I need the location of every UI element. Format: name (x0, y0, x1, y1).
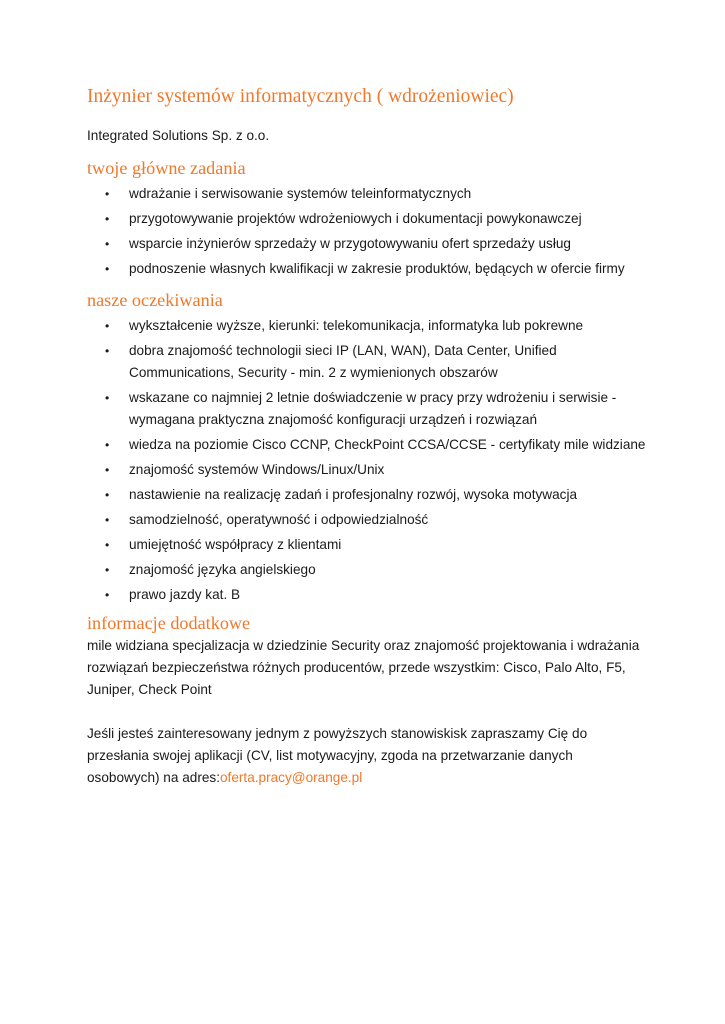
list-item-text: wdrażanie i serwisowanie systemów teleinformatycznych (129, 186, 472, 201)
bullet-icon: • (105, 237, 110, 251)
list-item (87, 559, 647, 581)
additional-info-text: mile widziana specjalizacja w dziedzinie Security oraz znajomość projektowania i wdrażania rozwiązań bezpieczeństwa różnych producentów, przede wszystkim: Cisco, Palo Alto, F5, Juniper, Check Point (87, 638, 640, 697)
list-item (87, 459, 647, 481)
list-item (87, 233, 647, 255)
tasks-list (87, 183, 647, 280)
bullet-icon: • (105, 463, 110, 477)
expectations-list (87, 315, 647, 606)
document-content (87, 84, 647, 789)
list-item-text: prawo jazdy kat. B (129, 587, 241, 602)
list-item-text: wsparcie inżynierów sprzedaży w przygotowywaniu ofert sprzedaży usług (129, 236, 571, 251)
list-item (87, 434, 647, 456)
list-item-text: samodzielność, operatywność i odpowiedzialność (129, 512, 429, 527)
bullet-icon: • (105, 588, 110, 602)
list-item (87, 315, 647, 337)
list-item (87, 534, 647, 556)
list-item (87, 387, 647, 431)
list-item-text: przygotowywanie projektów wdrożeniowych i dokumentacji powykonawczej (129, 211, 582, 226)
list-item-text: znajomość systemów Windows/Linux/Unix (129, 462, 385, 477)
bullet-icon: • (105, 319, 110, 333)
expectations-heading: nasze oczekiwania (87, 290, 223, 310)
list-item (87, 584, 647, 606)
bullet-icon: • (105, 513, 110, 527)
tasks-heading: twoje główne zadania (87, 158, 246, 178)
list-item-text: dobra znajomość technologii sieci IP (LAN, WAN), Data Center, Unified Communications, Security - min. 2 z wymienionych obszarów (129, 343, 557, 380)
bullet-icon: • (105, 538, 110, 552)
bullet-icon: • (105, 344, 110, 358)
list-item-text: umiejętność współpracy z klientami (129, 537, 342, 552)
bullet-icon: • (105, 262, 110, 276)
list-item (87, 484, 647, 506)
list-item-text: wskazane co najmniej 2 letnie doświadczenie w pracy przy wdrożeniu i serwisie - wymagana praktyczna znajomość konfiguracji urządzeń i rozwiązań (129, 390, 617, 427)
closing-text: Jeśli jesteś zainteresowany jednym z powyższych stanowiskisk zapraszamy Cię do przesłania swojej aplikacji (CV, list motywacyjny, zgoda na przetwarzanie danych osobowych) na adres: (87, 726, 588, 785)
bullet-icon: • (105, 488, 110, 502)
list-item (87, 509, 647, 531)
list-item (87, 183, 647, 205)
email-link[interactable]: oferta.pracy@orange.pl (220, 770, 363, 785)
additional-info-heading: informacje dodatkowe (87, 613, 251, 633)
list-item (87, 208, 647, 230)
list-item-text: znajomość języka angielskiego (129, 562, 316, 577)
job-title: Inżynier systemów informatycznych ( wdrożeniowiec) (87, 86, 514, 107)
bullet-icon: • (105, 391, 110, 405)
list-item-text: wykształcenie wyższe, kierunki: telekomunikacja, informatyka lub pokrewne (129, 318, 584, 333)
bullet-icon: • (105, 563, 110, 577)
bullet-icon: • (105, 187, 110, 201)
list-item-text: wiedza na poziomie Cisco CCNP, CheckPoint CCSA/CCSE - certyfikaty mile widziane (129, 437, 646, 452)
list-item (87, 340, 647, 384)
closing-paragraph (87, 723, 647, 789)
company-name: Integrated Solutions Sp. z o.o. (87, 128, 270, 143)
list-item-text: nastawienie na realizację zadań i profesjonalny rozwój, wysoka motywacja (129, 487, 578, 502)
list-item (87, 258, 647, 280)
list-item-text: podnoszenie własnych kwalifikacji w zakresie produktów, będących w ofercie firmy (129, 261, 625, 276)
bullet-icon: • (105, 212, 110, 226)
bullet-icon: • (105, 438, 110, 452)
